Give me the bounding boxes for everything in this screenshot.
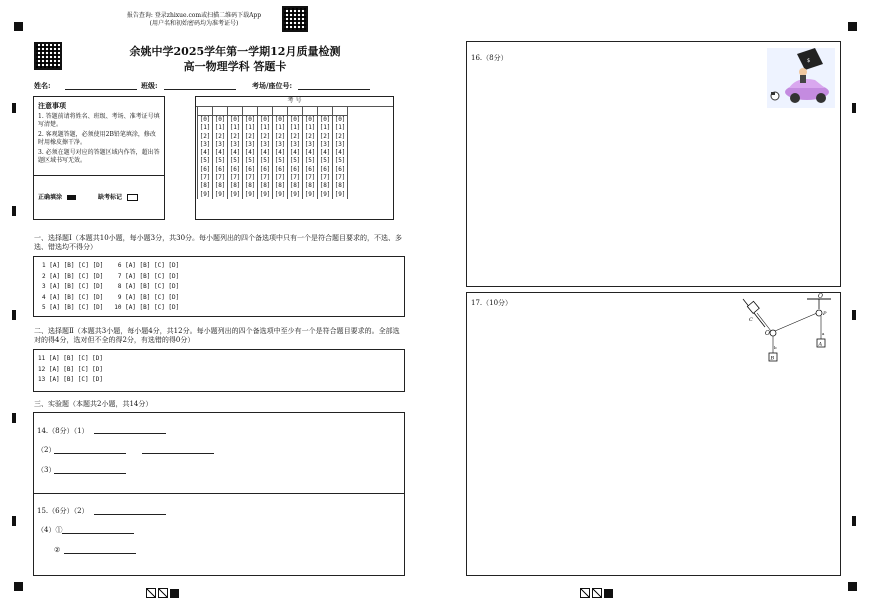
- q16-label: 16.（8分）: [471, 54, 508, 62]
- exam-digit-bubble[interactable]: [2]: [288, 133, 303, 141]
- exam-digit-bubble[interactable]: [5]: [318, 157, 333, 165]
- exam-digit-bubble[interactable]: [3]: [303, 141, 318, 149]
- exam-digit-bubble[interactable]: [5]: [243, 157, 258, 165]
- exam-digit-bubble[interactable]: [3]: [198, 141, 213, 149]
- exam-digit-bubble[interactable]: [8]: [198, 182, 213, 190]
- correct-fill-label: 正确填涂: [38, 194, 63, 201]
- exam-digit-bubble[interactable]: [6]: [333, 166, 348, 174]
- exam-digit-bubble[interactable]: [4]: [258, 149, 273, 157]
- exam-digit-bubble[interactable]: [3]: [213, 141, 228, 149]
- exam-digit-blank-cell[interactable]: [228, 107, 243, 116]
- side-mark: [12, 206, 16, 216]
- notes-item-3: 3. 必须在题号对应的答题区域内作答，超出答题区域书写无效。: [38, 149, 160, 164]
- exam-digit-bubble[interactable]: [5]: [198, 157, 213, 165]
- section2-rows: [38, 354, 103, 386]
- q15-4a-answer-line[interactable]: [62, 533, 134, 534]
- side-mark: [12, 413, 16, 423]
- exam-digit-bubble[interactable]: [7]: [228, 174, 243, 182]
- section1-rows: [42, 261, 179, 314]
- exam-digit-bubble[interactable]: [5]: [213, 157, 228, 165]
- choice-row[interactable]: 2 [A] [B] [C] [D] 7 [A] [B] [C] [D]: [42, 272, 180, 280]
- q14-3-label: （3）: [37, 466, 56, 474]
- exam-digit-bubble[interactable]: [0]: [303, 116, 318, 125]
- exam-digit-bubble[interactable]: [1]: [213, 124, 228, 132]
- exam-number-grid: [195, 96, 394, 220]
- exam-digit-bubble[interactable]: [7]: [273, 174, 288, 182]
- exam-digit-bubble[interactable]: [9]: [303, 191, 318, 199]
- exam-digit-bubble[interactable]: [7]: [243, 174, 258, 182]
- seat-input-line[interactable]: [298, 80, 370, 90]
- exam-digit-bubble[interactable]: [2]: [318, 133, 333, 141]
- exam-digit-bubble[interactable]: [8]: [258, 182, 273, 190]
- exam-digit-bubble[interactable]: [4]: [228, 149, 243, 157]
- exam-digit-bubble[interactable]: [4]: [273, 149, 288, 157]
- correct-fill-sample: [38, 194, 76, 202]
- page-subtitle: 高一物理学科 答题卡: [183, 60, 287, 73]
- exam-digit-bubble[interactable]: [6]: [303, 166, 318, 174]
- q15-4b-answer-line[interactable]: [64, 553, 136, 554]
- exam-digit-bubble[interactable]: [2]: [228, 133, 243, 141]
- exam-digit-bubble[interactable]: [6]: [258, 166, 273, 174]
- q14-label: 14.（8分）（1）: [37, 427, 89, 435]
- exam-digit-bubble[interactable]: [9]: [288, 191, 303, 199]
- exam-digit-bubble[interactable]: [4]: [198, 149, 213, 157]
- exam-digit-bubble[interactable]: [5]: [333, 157, 348, 165]
- exam-digit-bubble[interactable]: [2]: [198, 133, 213, 141]
- exam-digit-bubble[interactable]: [4]: [303, 149, 318, 157]
- report-notice: [124, 12, 264, 28]
- q15-4b-label: ②: [54, 546, 61, 554]
- exam-digit-blank-cell[interactable]: [213, 107, 228, 116]
- exam-digit-bubble[interactable]: [1]: [288, 124, 303, 132]
- exam-digit-bubble[interactable]: [4]: [288, 149, 303, 157]
- corner-mark-tr: [848, 22, 857, 31]
- exam-digit-bubble[interactable]: [1]: [318, 124, 333, 132]
- exam-digit-bubble[interactable]: [1]: [228, 124, 243, 132]
- q15-label: 15.（6分）（2）: [37, 507, 89, 515]
- exam-digit-bubble[interactable]: [7]: [288, 174, 303, 182]
- exam-digit-bubble[interactable]: [0]: [198, 116, 213, 125]
- exam-digit-bubble[interactable]: [0]: [318, 116, 333, 125]
- notice-line-1: 报告查询: 登录zhixue.com或扫描二维码下载App: [126, 12, 262, 19]
- seat-label: 考场/座位号:: [252, 81, 293, 90]
- exam-digit-bubble[interactable]: [9]: [228, 191, 243, 199]
- exam-digit-bubble[interactable]: [1]: [333, 124, 348, 132]
- q16-answer-box[interactable]: [466, 41, 841, 287]
- side-mark: [12, 516, 16, 526]
- page-title: 余姚中学2025学年第一学期12月质量检测: [129, 45, 341, 58]
- exam-digit-bubble[interactable]: [6]: [273, 166, 288, 174]
- exam-digit-bubble[interactable]: [2]: [333, 133, 348, 141]
- exam-digit-bubble[interactable]: [5]: [273, 157, 288, 165]
- side-mark: [852, 310, 856, 320]
- exam-digit-blank-cell[interactable]: [243, 107, 258, 116]
- exam-digit-bubble[interactable]: [7]: [303, 174, 318, 182]
- exam-digit-bubble[interactable]: [6]: [198, 166, 213, 174]
- choice-row[interactable]: 3 [A] [B] [C] [D] 8 [A] [B] [C] [D]: [42, 283, 180, 290]
- exam-digit-bubble[interactable]: [2]: [258, 133, 273, 141]
- exam-digit-bubble[interactable]: [6]: [318, 166, 333, 174]
- choice-row[interactable]: 5 [A] [B] [C] [D] 10 [A] [B] [C] [D]: [42, 304, 180, 311]
- exam-digit-bubble[interactable]: [5]: [258, 157, 273, 165]
- missing-mark-sample: [98, 194, 138, 202]
- exam-number-table: [197, 107, 348, 199]
- seat-field[interactable]: [252, 80, 370, 90]
- side-mark: [12, 310, 16, 320]
- exam-digit-bubble[interactable]: [5]: [288, 157, 303, 165]
- q14-3-answer-line[interactable]: [54, 473, 126, 474]
- exam-digit-bubble[interactable]: [8]: [303, 182, 318, 190]
- exam-digit-bubble[interactable]: [8]: [243, 182, 258, 190]
- exam-digit-bubble[interactable]: [9]: [243, 191, 258, 199]
- exam-digit-bubble[interactable]: [7]: [318, 174, 333, 182]
- name-input-line[interactable]: [65, 80, 137, 90]
- name-label: 姓名:: [34, 81, 51, 90]
- exam-digit-bubble[interactable]: [0]: [288, 116, 303, 125]
- notes-item-1: 1. 答题前请将姓名、班级、考场、准考证号填写清楚。: [38, 113, 160, 128]
- q17-answer-box[interactable]: [466, 292, 841, 576]
- svg-text:$: $: [807, 58, 811, 64]
- pulley-diagram: [735, 291, 835, 369]
- exam-digit-bubble[interactable]: [8]: [288, 182, 303, 190]
- class-field[interactable]: [141, 80, 236, 90]
- exam-digit-bubble[interactable]: [4]: [213, 149, 228, 157]
- section2-answer-box: [33, 349, 405, 392]
- exam-digit-bubble[interactable]: [9]: [318, 191, 333, 199]
- exam-digit-bubble[interactable]: [9]: [198, 191, 213, 199]
- q14-2a-answer-line[interactable]: [54, 453, 126, 454]
- page-code-left: [146, 583, 179, 602]
- qr-code-top: [282, 6, 308, 32]
- q14-1-answer-line[interactable]: [94, 433, 166, 434]
- exam-digit-bubble[interactable]: [3]: [333, 141, 348, 149]
- exam-digit-bubble[interactable]: [2]: [213, 133, 228, 141]
- label-o: O: [765, 330, 770, 337]
- q14-2-label: （2）: [37, 446, 56, 454]
- exam-digit-bubble[interactable]: [0]: [273, 116, 288, 125]
- decorative-car-illustration: [767, 48, 835, 108]
- section3-heading: 三、实验题（本题共2小题，共14分）: [34, 400, 153, 408]
- exam-digit-bubble[interactable]: [6]: [243, 166, 258, 174]
- exam-digit-blank-cell[interactable]: [303, 107, 318, 116]
- exam-digit-bubble[interactable]: [8]: [318, 182, 333, 190]
- notes-box: [33, 96, 165, 220]
- notes-heading: 注意事项: [38, 101, 66, 110]
- class-input-line[interactable]: [164, 80, 236, 90]
- class-label: 班级:: [141, 81, 158, 90]
- exam-digit-bubble[interactable]: [0]: [333, 116, 348, 125]
- label-B: B: [770, 355, 775, 362]
- exam-digit-bubble[interactable]: [6]: [213, 166, 228, 174]
- exam-digit-blank-cell[interactable]: [318, 107, 333, 116]
- exam-digit-bubble[interactable]: [7]: [213, 174, 228, 182]
- exam-digit-bubble[interactable]: [7]: [258, 174, 273, 182]
- section1-answer-box: [33, 256, 405, 317]
- exam-digit-bubble[interactable]: [8]: [228, 182, 243, 190]
- exam-digit-bubble[interactable]: [2]: [273, 133, 288, 141]
- corner-mark-tl: [14, 22, 23, 31]
- section1-heading: 一、选择题Ⅰ（本题共10小题，每小题3分，共30分。每小题列出的四个备选项中只有一个是符合题目要求的，不选、多选、错选均不得分）: [34, 234, 403, 251]
- exam-digit-bubble[interactable]: [9]: [213, 191, 228, 199]
- exam-digit-blank-cell[interactable]: [258, 107, 273, 116]
- exam-number-heading: 考 号: [196, 97, 393, 107]
- exam-digit-bubble[interactable]: [4]: [318, 149, 333, 157]
- exam-digit-bubble[interactable]: [1]: [303, 124, 318, 132]
- label-b-rope: b: [774, 345, 777, 350]
- exam-digit-bubble[interactable]: [3]: [273, 141, 288, 149]
- name-field[interactable]: [34, 80, 137, 90]
- notes-item-2: 2. 客观题答题，必须使用2B铅笔填涂，修改时用橡皮擦干净。: [38, 131, 156, 146]
- exam-digit-bubble[interactable]: [3]: [243, 141, 258, 149]
- notice-line-2: (用户名和初始密码均为准考证号): [149, 20, 239, 27]
- exam-digit-bubble[interactable]: [9]: [333, 191, 348, 199]
- choice-row[interactable]: 1 [A] [B] [C] [D] 6 [A] [B] [C] [D]: [42, 262, 180, 269]
- exam-digit-blank-cell[interactable]: [273, 107, 288, 116]
- page-code-right: [580, 583, 613, 602]
- q14-2b-answer-line[interactable]: [142, 453, 214, 454]
- exam-digit-bubble[interactable]: [1]: [273, 124, 288, 132]
- exam-digit-bubble[interactable]: [0]: [228, 116, 243, 125]
- exam-digit-bubble[interactable]: [2]: [243, 133, 258, 141]
- side-mark: [12, 103, 16, 113]
- section3-answer-box: [33, 412, 405, 576]
- exam-digit-bubble[interactable]: [3]: [228, 141, 243, 149]
- side-mark: [852, 516, 856, 526]
- missing-mark-label: 缺考标记: [98, 194, 123, 201]
- exam-digit-bubble[interactable]: [8]: [333, 182, 348, 190]
- exam-digit-blank-cell[interactable]: [198, 107, 213, 116]
- label-a-rope: a: [822, 331, 825, 336]
- label-p: P: [823, 311, 827, 317]
- exam-digit-bubble[interactable]: [2]: [303, 133, 318, 141]
- label-o-top: O: [818, 293, 823, 300]
- exam-digit-bubble[interactable]: [0]: [243, 116, 258, 125]
- section2-heading: 二、选择题Ⅱ（本题共3小题，每小题4分，共12分。每小题列出的四个备选项中至少有一个是符合题目要求的。全部选对的得4分，选对但不全的得2分，有选错的得0分）: [34, 327, 400, 344]
- label-A: A: [818, 341, 823, 348]
- corner-mark-bl: [14, 582, 23, 591]
- exam-digit-bubble[interactable]: [4]: [243, 149, 258, 157]
- exam-digit-bubble[interactable]: [3]: [288, 141, 303, 149]
- side-mark: [852, 103, 856, 113]
- exam-digit-bubble[interactable]: [1]: [243, 124, 258, 132]
- exam-digit-bubble[interactable]: [1]: [258, 124, 273, 132]
- choice-row[interactable]: 12 [A] [B] [C] [D]: [38, 365, 104, 373]
- exam-digit-blank-cell[interactable]: [333, 107, 348, 116]
- exam-digit-bubble[interactable]: [3]: [258, 141, 273, 149]
- exam-digit-bubble[interactable]: [6]: [228, 166, 243, 174]
- exam-digit-bubble[interactable]: [0]: [213, 116, 228, 125]
- exam-digit-bubble[interactable]: [3]: [318, 141, 333, 149]
- exam-digit-bubble[interactable]: [7]: [333, 174, 348, 182]
- exam-digit-bubble[interactable]: [0]: [258, 116, 273, 125]
- choice-row[interactable]: 13 [A] [B] [C] [D]: [38, 376, 104, 383]
- q15-2-answer-line[interactable]: [94, 514, 166, 515]
- choice-row[interactable]: 11 [A] [B] [C] [D]: [38, 355, 104, 362]
- missing-mark-checkbox[interactable]: [127, 194, 138, 201]
- corner-mark-br: [848, 582, 857, 591]
- choice-row[interactable]: 4 [A] [B] [C] [D] 9 [A] [B] [C] [D]: [42, 293, 180, 301]
- exam-digit-bubble[interactable]: [5]: [303, 157, 318, 165]
- exam-digit-bubble[interactable]: [4]: [333, 149, 348, 157]
- exam-digit-bubble[interactable]: [1]: [198, 124, 213, 132]
- exam-digit-bubble[interactable]: [8]: [273, 182, 288, 190]
- exam-digit-bubble[interactable]: [5]: [228, 157, 243, 165]
- exam-digit-bubble[interactable]: [8]: [213, 182, 228, 190]
- exam-digit-bubble[interactable]: [7]: [198, 174, 213, 182]
- q17-label: 17.（10分）: [471, 299, 513, 307]
- exam-digit-blank-cell[interactable]: [288, 107, 303, 116]
- exam-digit-bubble[interactable]: [9]: [273, 191, 288, 199]
- label-c: C: [749, 317, 753, 323]
- q15-4-label: （4）①: [37, 526, 63, 534]
- exam-digit-bubble[interactable]: [9]: [258, 191, 273, 199]
- exam-digit-bubble[interactable]: [6]: [288, 166, 303, 174]
